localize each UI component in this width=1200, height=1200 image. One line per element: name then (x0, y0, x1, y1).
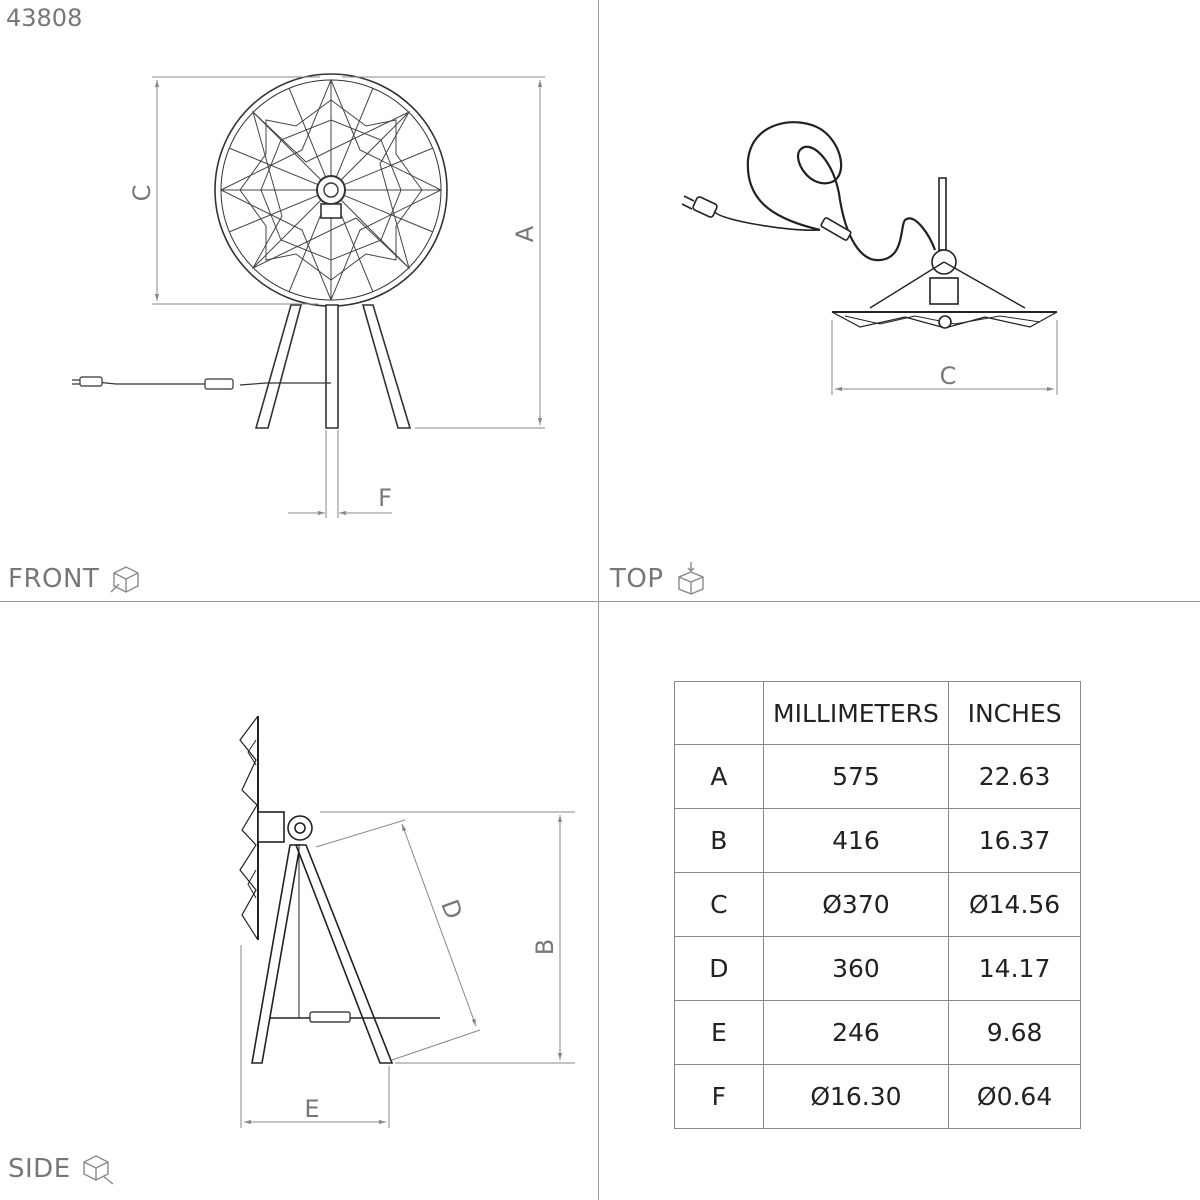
table-row (675, 873, 1081, 937)
side-cube-icon (81, 1152, 115, 1186)
side-view-drawing (240, 716, 440, 1063)
side-view-label (8, 1152, 115, 1186)
top-cube-icon (674, 562, 708, 596)
row-label: B (675, 809, 764, 873)
row-in: Ø0.64 (949, 1065, 1081, 1129)
front-view-dimensions (152, 77, 545, 518)
top-view-drawing (682, 122, 1057, 328)
row-in: 22.63 (949, 745, 1081, 809)
table-row (675, 809, 1081, 873)
row-label: F (675, 1065, 764, 1129)
row-label: E (675, 1001, 764, 1065)
row-in: 16.37 (949, 809, 1081, 873)
front-view-label (8, 562, 143, 596)
table-header-row (675, 682, 1081, 745)
front-cube-icon (109, 562, 143, 596)
product-code: 43808 (6, 4, 83, 32)
front-dim-f: F (378, 484, 392, 512)
side-dim-e: E (304, 1095, 320, 1123)
front-view-text: FRONT (8, 564, 100, 594)
top-view-label (610, 562, 708, 596)
side-dim-d: D (435, 895, 468, 923)
row-mm: 360 (763, 937, 948, 1001)
front-view-drawing (72, 74, 447, 428)
table-row (675, 1001, 1081, 1065)
front-dim-a: A (511, 225, 539, 243)
row-label: C (675, 873, 764, 937)
top-dim-c: C (939, 362, 957, 390)
row-mm: 416 (763, 809, 948, 873)
dimensions-table (674, 681, 1081, 1129)
side-dim-b: B (531, 938, 559, 956)
table-row (675, 937, 1081, 1001)
table-row (675, 745, 1081, 809)
top-view-text: TOP (610, 564, 664, 594)
row-mm: Ø370 (763, 873, 948, 937)
header-millimeters: MILLIMETERS (763, 682, 948, 745)
row-mm: 575 (763, 745, 948, 809)
row-label: D (675, 937, 764, 1001)
row-in: 14.17 (949, 937, 1081, 1001)
row-in: Ø14.56 (949, 873, 1081, 937)
header-inches: INCHES (949, 682, 1081, 745)
row-mm: Ø16.30 (763, 1065, 948, 1129)
row-label: A (675, 745, 764, 809)
row-in: 9.68 (949, 1001, 1081, 1065)
side-view-text: SIDE (8, 1154, 71, 1184)
header-blank (675, 682, 764, 745)
row-mm: 246 (763, 1001, 948, 1065)
front-dim-c: C (128, 184, 156, 202)
table-row (675, 1065, 1081, 1129)
